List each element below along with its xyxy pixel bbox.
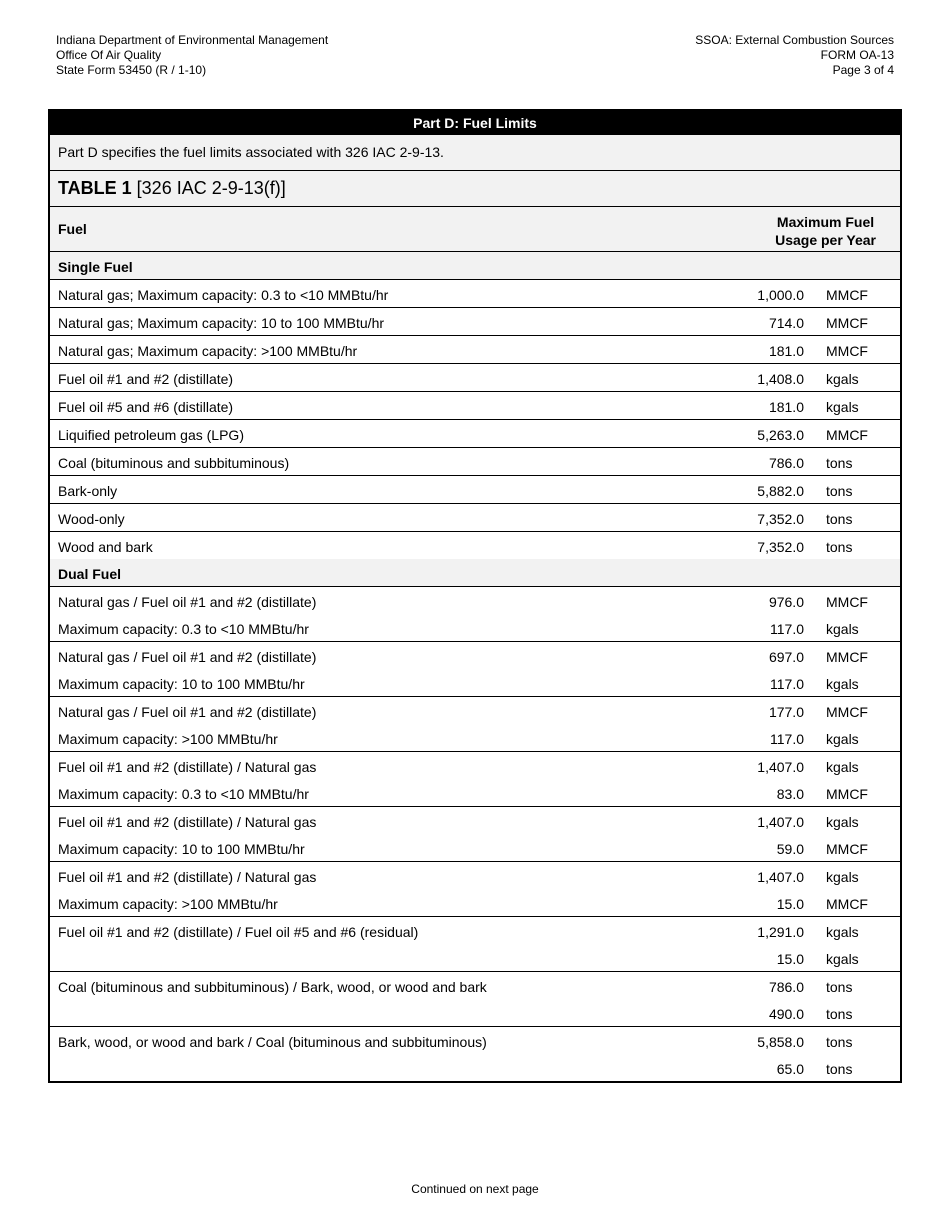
secondary-fuel-unit: MMCF: [826, 841, 868, 857]
secondary-fuel-value: 490.0: [768, 1006, 804, 1022]
dual-fuel-section-header: Dual Fuel: [50, 559, 900, 587]
usage-unit: tons: [826, 455, 853, 471]
row-line-primary: [50, 972, 900, 999]
part-title: Part D: Fuel Limits: [50, 111, 900, 135]
usage-unit: MMCF: [826, 427, 868, 443]
row-line-secondary: [50, 669, 900, 696]
usage-unit: tons: [826, 511, 853, 527]
row-line-secondary: [50, 724, 900, 751]
header-right: [695, 33, 894, 78]
single-fuel-section-header: Single Fuel: [50, 252, 900, 280]
row-line-primary: [50, 752, 900, 779]
single-fuel-row: [50, 336, 900, 364]
fuel-description: Coal (bituminous and subbituminous): [58, 455, 290, 471]
secondary-fuel-value: 15.0: [776, 951, 804, 967]
capacity-description: Maximum capacity: >100 MMBtu/hr: [58, 731, 278, 747]
primary-fuel-value: 1,407.0: [757, 759, 804, 775]
max-usage-value: 5,882.0: [757, 483, 804, 499]
capacity-description: Maximum capacity: 0.3 to <10 MMBtu/hr: [58, 621, 309, 637]
usage-unit: kgals: [826, 371, 859, 387]
primary-fuel-unit: tons: [826, 1034, 853, 1050]
table-title: [50, 171, 900, 207]
secondary-fuel-value: 117.0: [770, 731, 804, 747]
row-line-primary: [50, 807, 900, 834]
usage-unit: tons: [826, 483, 853, 499]
secondary-fuel-unit: MMCF: [826, 896, 868, 912]
single-fuel-row: [50, 364, 900, 392]
primary-fuel-value: 5,858.0: [757, 1034, 804, 1050]
fuel-combination: Bark, wood, or wood and bark / Coal (bituminous and subbituminous): [58, 1034, 487, 1050]
row-line-secondary: [50, 614, 900, 641]
column-headers: [50, 207, 900, 252]
row-line: [50, 392, 900, 419]
fuel-combination: Natural gas / Fuel oil #1 and #2 (distillate): [58, 594, 317, 610]
primary-fuel-unit: MMCF: [826, 704, 868, 720]
row-line: [50, 308, 900, 335]
fuel-combination: Coal (bituminous and subbituminous) / Bark, wood, or wood and bark: [58, 979, 487, 995]
row-line-primary: [50, 1027, 900, 1054]
form-subject: SSOA: External Combustion Sources: [695, 33, 894, 47]
single-fuel-rows: [50, 280, 900, 559]
fuel-combination: Fuel oil #1 and #2 (distillate) / Natural gas: [58, 759, 317, 775]
row-line: [50, 448, 900, 475]
primary-fuel-unit: kgals: [826, 869, 859, 885]
capacity-description: Maximum capacity: 0.3 to <10 MMBtu/hr: [58, 786, 309, 802]
fuel-description: Wood-only: [58, 511, 125, 527]
dual-fuel-row: [50, 642, 900, 697]
secondary-fuel-value: 15.0: [776, 896, 804, 912]
dual-fuel-row: [50, 862, 900, 917]
max-usage-value: 1,408.0: [757, 371, 804, 387]
row-line-primary: [50, 862, 900, 889]
usage-unit: MMCF: [826, 315, 868, 331]
secondary-fuel-value: 83.0: [776, 786, 804, 802]
primary-fuel-value: 177.0: [768, 704, 804, 720]
dual-fuel-row: [50, 917, 900, 972]
single-fuel-row: [50, 504, 900, 532]
row-line-secondary: [50, 1054, 900, 1081]
primary-fuel-value: 1,291.0: [757, 924, 804, 940]
row-line: [50, 420, 900, 447]
dual-fuel-row: [50, 697, 900, 752]
row-line-primary: [50, 917, 900, 944]
row-line-primary: [50, 697, 900, 724]
dual-fuel-row: [50, 587, 900, 642]
single-fuel-row: [50, 532, 900, 559]
fuel-limits-table: [48, 109, 902, 1083]
fuel-description: Fuel oil #5 and #6 (distillate): [58, 399, 234, 415]
secondary-fuel-value: 117.0: [770, 676, 804, 692]
secondary-fuel-unit: kgals: [826, 951, 859, 967]
row-line-primary: [50, 587, 900, 614]
primary-fuel-unit: kgals: [826, 924, 859, 940]
primary-fuel-unit: MMCF: [826, 649, 868, 665]
single-fuel-row: [50, 448, 900, 476]
usage-unit: MMCF: [826, 343, 868, 359]
fuel-combination: Fuel oil #1 and #2 (distillate) / Natural gas: [58, 869, 317, 885]
header-left: [56, 33, 328, 78]
capacity-description: Maximum capacity: 10 to 100 MMBtu/hr: [58, 841, 305, 857]
secondary-fuel-unit: tons: [826, 1006, 853, 1022]
row-line: [50, 364, 900, 391]
part-intro: Part D specifies the fuel limits associated with 326 IAC 2-9-13.: [50, 135, 900, 171]
max-usage-value: 181.0: [768, 343, 804, 359]
fuel-combination: Fuel oil #1 and #2 (distillate) / Natural gas: [58, 814, 317, 830]
state-form-number: State Form 53450 (R / 1-10): [56, 63, 207, 77]
primary-fuel-unit: kgals: [826, 814, 859, 830]
single-fuel-row: [50, 280, 900, 308]
fuel-column-header: Fuel: [58, 221, 87, 237]
fuel-description: Natural gas; Maximum capacity: >100 MMBtu/hr: [58, 343, 358, 359]
secondary-fuel-unit: tons: [826, 1061, 853, 1077]
usage-unit: tons: [826, 539, 853, 555]
row-line: [50, 280, 900, 307]
single-fuel-row: [50, 308, 900, 336]
primary-fuel-unit: MMCF: [826, 594, 868, 610]
secondary-fuel-value: 117.0: [770, 621, 804, 637]
fuel-description: Wood and bark: [58, 539, 153, 555]
usage-unit: MMCF: [826, 287, 868, 303]
max-usage-value: 7,352.0: [757, 511, 804, 527]
secondary-fuel-value: 59.0: [776, 841, 804, 857]
row-line: [50, 532, 900, 559]
usage-unit: kgals: [826, 399, 859, 415]
fuel-description: Fuel oil #1 and #2 (distillate): [58, 371, 234, 387]
fuel-combination: Natural gas / Fuel oil #1 and #2 (distillate): [58, 704, 317, 720]
row-line-secondary: [50, 999, 900, 1026]
row-line-secondary: [50, 944, 900, 971]
fuel-description: Natural gas; Maximum capacity: 0.3 to <10 MMBtu/hr: [58, 287, 389, 303]
max-usage-header-line2: Usage per Year: [775, 232, 876, 248]
office-name: Office Of Air Quality: [56, 48, 162, 62]
primary-fuel-unit: tons: [826, 979, 853, 995]
fuel-description: Bark-only: [58, 483, 118, 499]
page-number: Page 3 of 4: [832, 63, 894, 77]
secondary-fuel-value: 65.0: [776, 1061, 804, 1077]
max-usage-value: 5,263.0: [757, 427, 804, 443]
dual-fuel-row: [50, 972, 900, 1027]
max-usage-value: 181.0: [768, 399, 804, 415]
row-line-secondary: [50, 889, 900, 916]
row-line: [50, 476, 900, 503]
secondary-fuel-unit: kgals: [826, 676, 859, 692]
table-reference: [326 IAC 2-9-13(f)]: [131, 178, 286, 198]
row-line-primary: [50, 642, 900, 669]
fuel-combination: Fuel oil #1 and #2 (distillate) / Fuel oil #5 and #6 (residual): [58, 924, 419, 940]
fuel-combination: Natural gas / Fuel oil #1 and #2 (distillate): [58, 649, 317, 665]
single-fuel-row: [50, 420, 900, 448]
table-label: TABLE 1: [58, 178, 132, 198]
row-line-secondary: [50, 779, 900, 806]
max-usage-value: 714.0: [768, 315, 804, 331]
continued-note: Continued on next page: [411, 1182, 539, 1196]
fuel-description: Natural gas; Maximum capacity: 10 to 100 MMBtu/hr: [58, 315, 385, 331]
agency-name: Indiana Department of Environmental Management: [56, 33, 329, 47]
capacity-description: Maximum capacity: >100 MMBtu/hr: [58, 896, 278, 912]
secondary-fuel-unit: kgals: [826, 621, 859, 637]
capacity-description: Maximum capacity: 10 to 100 MMBtu/hr: [58, 676, 305, 692]
secondary-fuel-unit: MMCF: [826, 786, 868, 802]
primary-fuel-value: 786.0: [768, 979, 804, 995]
primary-fuel-value: 697.0: [768, 649, 804, 665]
dual-fuel-row: [50, 752, 900, 807]
primary-fuel-value: 976.0: [768, 594, 804, 610]
max-usage-header-line1: Maximum Fuel: [776, 214, 875, 230]
primary-fuel-unit: kgals: [826, 759, 859, 775]
row-line-secondary: [50, 834, 900, 861]
fuel-description: Liquified petroleum gas (LPG): [58, 427, 244, 443]
form-id: FORM OA-13: [820, 48, 894, 62]
max-usage-value: 1,000.0: [757, 287, 804, 303]
primary-fuel-value: 1,407.0: [757, 814, 804, 830]
primary-fuel-value: 1,407.0: [757, 869, 804, 885]
single-fuel-row: [50, 392, 900, 420]
secondary-fuel-unit: kgals: [826, 731, 859, 747]
row-line: [50, 336, 900, 363]
max-usage-column-header: [775, 213, 876, 249]
max-usage-value: 786.0: [768, 455, 804, 471]
dual-fuel-row: [50, 807, 900, 862]
row-line: [50, 504, 900, 531]
max-usage-value: 7,352.0: [757, 539, 804, 555]
dual-fuel-rows: [50, 587, 900, 1081]
single-fuel-row: [50, 476, 900, 504]
dual-fuel-row: [50, 1027, 900, 1081]
